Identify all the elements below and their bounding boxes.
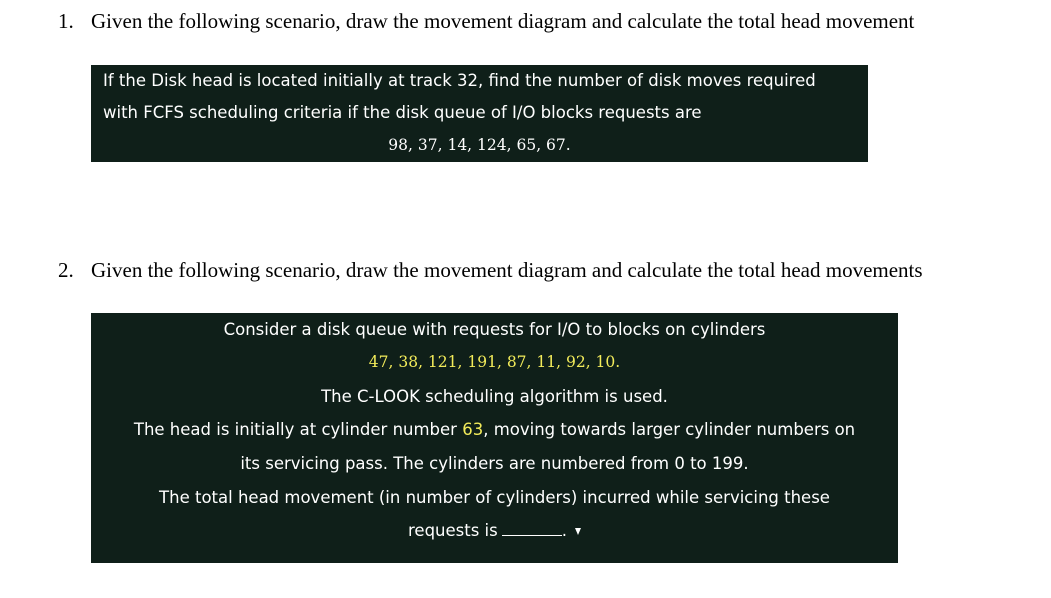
scenario-2-line-7: [91, 521, 898, 540]
scenario-2-line-5: its servicing pass. The cylinders are numbered from 0 to 199.: [240, 454, 749, 473]
scenario-2-request-queue: 47, 38, 121, 191, 87, 11, 92, 10.: [368, 353, 621, 371]
scenario-1-line-2: with FCFS scheduling criteria if the disk queue of I/O blocks requests are: [103, 103, 702, 122]
question-2-text: Given the following scenario, draw the movement diagram and calculate the total head movements: [91, 258, 923, 282]
scenario-2-line-4: [91, 420, 898, 439]
scenario-2-line-7-text: requests is: [408, 521, 498, 540]
scenario-2-algorithm: The C-LOOK scheduling algorithm is used.: [321, 387, 668, 406]
scenario-2-line-1: Consider a disk queue with requests for I/O to blocks on cylinders: [223, 320, 766, 339]
scenario-2-line-6: The total head movement (in number of cylinders) incurred while servicing these: [159, 488, 830, 507]
cursor-icon: [575, 528, 581, 535]
initial-cylinder-number: 63: [462, 420, 484, 439]
question-1-scenario-panel: [91, 65, 868, 162]
question-1-text: Given the following scenario, draw the movement diagram and calculate the total head movement: [91, 9, 915, 33]
scenario-2-line-4-end: , moving towards larger cylinder numbers on: [483, 420, 856, 439]
scenario-2-line-4-start: The head is initially at cylinder number: [133, 420, 463, 439]
scenario-1-line-1: If the Disk head is located initially at track 32, find the number of disk moves required: [103, 71, 816, 90]
question-1-number: 1.: [58, 9, 74, 33]
answer-blank: [502, 533, 562, 536]
scenario-1-request-queue: 98, 37, 14, 124, 65, 67.: [388, 136, 571, 154]
question-2-number: 2.: [58, 258, 74, 282]
question-2-scenario-panel: [91, 313, 898, 563]
scenario-2-line-7-period: .: [561, 521, 567, 540]
